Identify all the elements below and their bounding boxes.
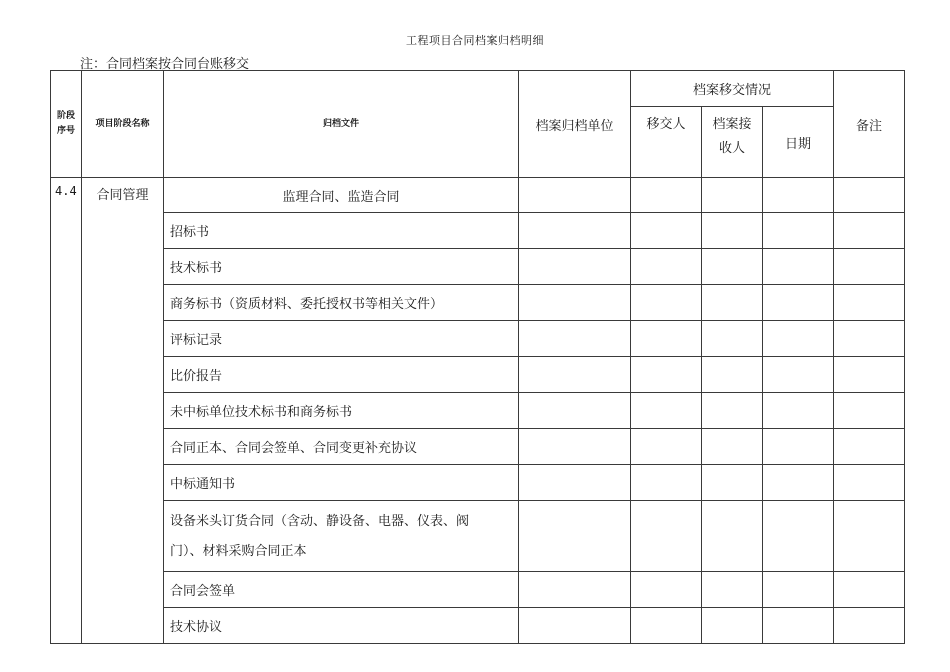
header-receiver — [702, 107, 763, 178]
unit-cell — [519, 213, 631, 249]
receiver-cell — [702, 249, 763, 285]
table-row — [51, 178, 905, 213]
table-row — [51, 501, 905, 572]
header-receiver-line1: 档案接 — [712, 117, 752, 132]
page-title: 工程项目合同档案归档明细 — [406, 34, 544, 47]
table-row — [51, 465, 905, 501]
header-seq-line2: 序号 — [56, 126, 75, 136]
receiver-cell — [702, 465, 763, 501]
transferor-cell — [631, 213, 702, 249]
transferor-cell — [631, 285, 702, 321]
unit-cell — [519, 608, 631, 644]
remark-cell — [834, 393, 905, 429]
unit-cell — [519, 429, 631, 465]
receiver-cell — [702, 572, 763, 608]
header-transferor: 移交人 — [631, 107, 702, 178]
header-seq — [51, 71, 82, 178]
archive-doc-line1: 设备米头订货合同（含动、静设备、电器、仪表、阀 — [170, 514, 470, 529]
date-cell — [763, 249, 834, 285]
table-note: 注：合同档案按合同台账移交 — [80, 57, 250, 72]
unit-cell — [519, 465, 631, 501]
receiver-cell — [702, 501, 763, 572]
archive-doc — [164, 501, 519, 572]
remark-cell — [834, 608, 905, 644]
remark-cell — [834, 357, 905, 393]
date-cell — [763, 572, 834, 608]
header-archive-unit: 档案归档单位 — [519, 71, 631, 178]
remark-cell — [834, 285, 905, 321]
table-row — [51, 429, 905, 465]
archive-doc: 招标书 — [164, 213, 519, 249]
transferor-cell — [631, 178, 702, 213]
unit-cell — [519, 393, 631, 429]
table-row — [51, 572, 905, 608]
table-row — [51, 608, 905, 644]
date-cell — [763, 465, 834, 501]
table-row — [51, 357, 905, 393]
remark-cell — [834, 213, 905, 249]
archive-doc: 合同会签单 — [164, 572, 519, 608]
date-cell — [763, 429, 834, 465]
transferor-cell — [631, 608, 702, 644]
header-row-1 — [51, 71, 905, 107]
unit-cell — [519, 321, 631, 357]
archive-doc: 技术标书 — [164, 249, 519, 285]
transferor-cell — [631, 249, 702, 285]
table-row — [51, 249, 905, 285]
archive-doc: 未中标单位技术标书和商务标书 — [164, 393, 519, 429]
receiver-cell — [702, 393, 763, 429]
transferor-cell — [631, 429, 702, 465]
header-remark: 备注 — [834, 71, 905, 178]
transferor-cell — [631, 321, 702, 357]
archive-doc: 比价报告 — [164, 357, 519, 393]
table-row — [51, 321, 905, 357]
table-row — [51, 285, 905, 321]
date-cell — [763, 285, 834, 321]
remark-cell — [834, 249, 905, 285]
remark-cell — [834, 321, 905, 357]
receiver-cell — [702, 608, 763, 644]
unit-cell — [519, 178, 631, 213]
header-date: 日期 — [763, 107, 834, 178]
remark-cell — [834, 465, 905, 501]
remark-cell — [834, 572, 905, 608]
unit-cell — [519, 285, 631, 321]
archive-doc: 合同正本、合同会签单、合同变更补充协议 — [164, 429, 519, 465]
header-seq-line1: 阶段 — [56, 111, 75, 121]
archive-doc: 商务标书（资质材料、委托授权书等相关文件） — [164, 285, 519, 321]
archive-doc: 评标记录 — [164, 321, 519, 357]
table-row — [51, 393, 905, 429]
table-row — [51, 213, 905, 249]
transferor-cell — [631, 501, 702, 572]
receiver-cell — [702, 321, 763, 357]
unit-cell — [519, 572, 631, 608]
date-cell — [763, 393, 834, 429]
receiver-cell — [702, 285, 763, 321]
receiver-cell — [702, 429, 763, 465]
date-cell — [763, 501, 834, 572]
archive-doc: 中标通知书 — [164, 465, 519, 501]
header-receiver-line2: 收人 — [718, 141, 745, 156]
header-archive-doc: 归档文件 — [164, 71, 519, 178]
archive-table — [50, 70, 905, 644]
transferor-cell — [631, 572, 702, 608]
receiver-cell — [702, 213, 763, 249]
date-cell — [763, 178, 834, 213]
stage-seq: 4.4 — [51, 178, 82, 644]
transferor-cell — [631, 393, 702, 429]
receiver-cell — [702, 357, 763, 393]
remark-cell — [834, 178, 905, 213]
archive-doc-line2: 门）、材料采购合同正本 — [170, 544, 307, 559]
transferor-cell — [631, 357, 702, 393]
date-cell — [763, 357, 834, 393]
date-cell — [763, 213, 834, 249]
stage-name: 合同管理 — [82, 178, 164, 644]
archive-doc: 监理合同、监造合同 — [164, 178, 519, 213]
archive-doc: 技术协议 — [164, 608, 519, 644]
remark-cell — [834, 429, 905, 465]
receiver-cell — [702, 178, 763, 213]
unit-cell — [519, 357, 631, 393]
unit-cell — [519, 501, 631, 572]
transferor-cell — [631, 465, 702, 501]
header-transfer-group: 档案移交情况 — [631, 71, 834, 107]
header-stage-name: 项目阶段名称 — [82, 71, 164, 178]
remark-cell — [834, 501, 905, 572]
date-cell — [763, 608, 834, 644]
unit-cell — [519, 249, 631, 285]
date-cell — [763, 321, 834, 357]
